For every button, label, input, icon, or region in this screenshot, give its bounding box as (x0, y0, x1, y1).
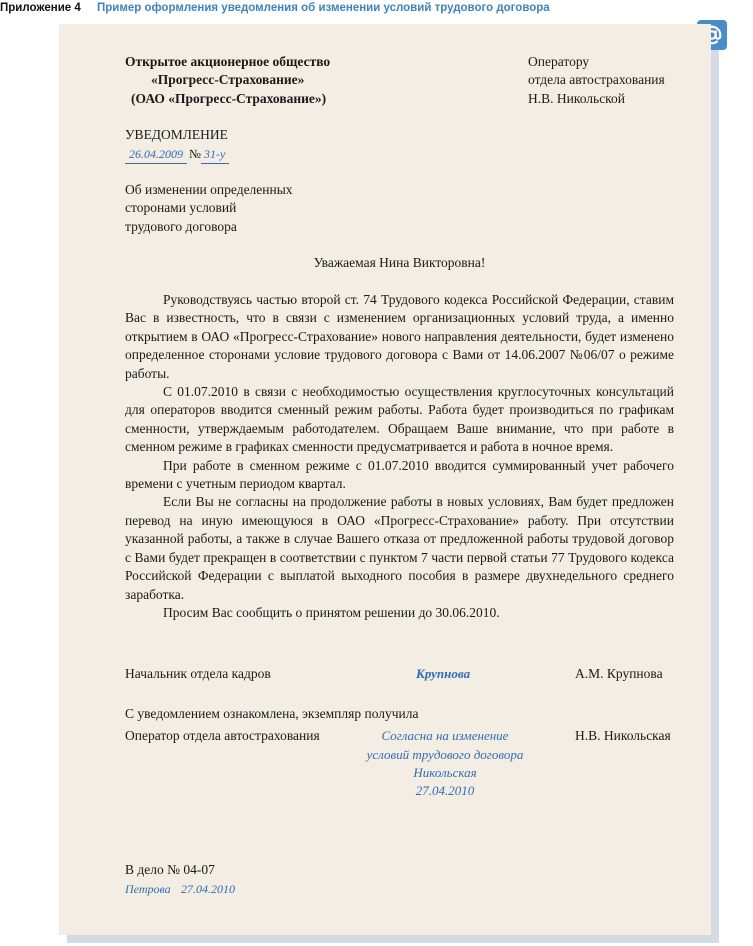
filing-note: В дело № 04-07 (125, 862, 215, 877)
handwritten-consent-line2: условий трудового договора (366, 747, 524, 762)
paragraph: Руководствуясь частью второй ст. 74 Трудового кодекса Российской Федерации, ставим Вас в известность, что в связи с изменением организационных условий труда, а именно открытием в ОАО «Прогресс-Страхование» нового направления деятельности, будет изменено определенное сторонами условие трудового договора с Вами от 14.06.2007 №06/07 о режиме работы. (125, 292, 674, 381)
addressee-line3: Н.В. Никольской (528, 91, 626, 106)
org-name-line3: (ОАО «Прогресс-Страхование») (131, 91, 327, 106)
appendix-title: Пример оформления уведомления об изменении условий трудового договора (97, 2, 550, 14)
subject-line3: трудового договора (125, 219, 237, 234)
employee-position: Оператор отдела автострахования (125, 728, 320, 743)
addressee-line2: отдела автострахования (528, 72, 665, 87)
handwritten-consent-date: 27.04.2010 (415, 783, 475, 798)
signatory-name: А.М. Крупнова (575, 666, 663, 681)
org-name-line1: Открытое акционерное общество (125, 54, 331, 69)
filing-handwritten-name: Петрова (125, 882, 171, 896)
handwritten-consent-signature: Никольская (413, 765, 477, 780)
paragraph: Просим Вас сообщить о принятом решении до 30.06.2010. (163, 604, 500, 620)
appendix-label: Приложение 4 (0, 2, 81, 14)
acknowledgment-text: С уведомлением ознакомлена, экземпляр получила (125, 706, 419, 721)
document-date: 26.04.2009 (125, 145, 187, 164)
document-number: 31-у (201, 145, 229, 164)
addressee-line1: Оператору (528, 54, 590, 69)
paragraph: С 01.07.2010 в связи с необходимостью осуществления круглосуточных консультаций для операторов вводится сменный режим работы. Работа будет производиться по графикам сменности, утверждаемым работодателем. Обращаем Ваше внимание, что при работе в сменном режиме в графиках сменности предусматривается и работа в ночное время. (125, 384, 674, 455)
page-header (0, 0, 753, 16)
subject-line2: сторонами условий (125, 200, 237, 215)
signatory-position: Начальник отдела кадров (125, 666, 271, 681)
greeting: Уважаемая Нина Викторовна! (313, 255, 486, 270)
document-number-label: № (189, 147, 201, 161)
handwritten-signature: Крупнова (416, 666, 471, 681)
document-body (125, 291, 674, 622)
employee-name: Н.В. Никольская (575, 728, 671, 743)
document-type: УВЕДОМЛЕНИЕ (125, 127, 228, 142)
paragraph: Если Вы не согласны на продолжение работы в новых условиях, Вам будет предложен перевод на иную имеющуюся в ОАО «Прогресс-Страхование» работу. При отсутствии указанной работы, а также в случае Вашего отказа от предложенной работы трудовой договор с Вами будет прекращен в соответствии с пунктом 7 части первой статьи 77 Трудового кодекса Российской Федерации с выплатой выходного пособия в размере двухнедельного среднего заработка. (125, 494, 674, 602)
subject-line1: Об изменении определенных (125, 182, 293, 197)
paragraph: При работе в сменном режиме с 01.07.2010 вводится суммированный учет рабочего времени с учетным периодом квартал. (125, 457, 674, 492)
handwritten-consent-line1: Согласна на изменение (381, 728, 509, 743)
filing-handwritten-date: 27.04.2010 (181, 882, 235, 896)
org-name-line2: «Прогресс-Страхование» (151, 72, 305, 87)
